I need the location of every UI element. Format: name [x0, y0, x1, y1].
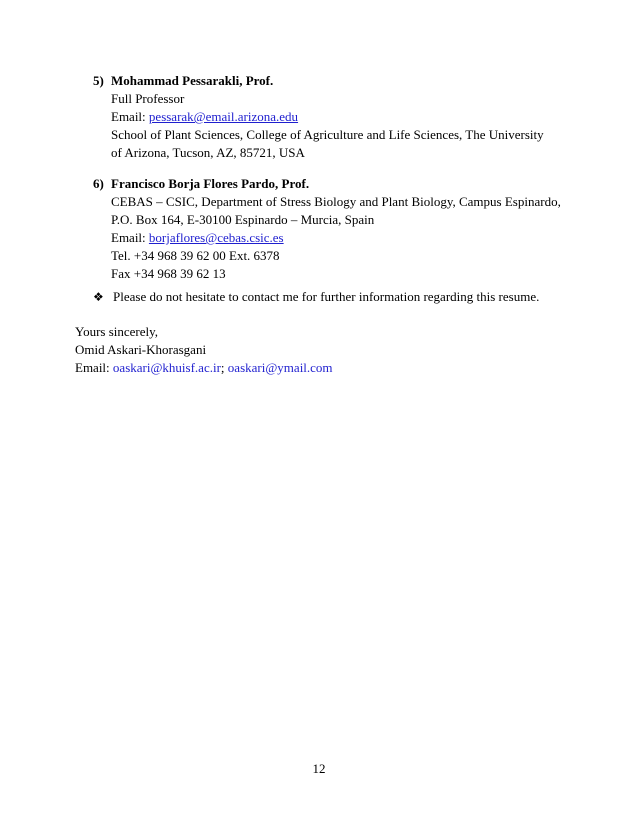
- reference-5-heading: [93, 72, 563, 90]
- reference-6-affiliation-line-2: P.O. Box 164, E-30100 Espinardo – Murcia, Spain: [111, 212, 375, 227]
- closing-block: [75, 323, 333, 377]
- reference-5-address-line-1: School of Plant Sciences, College of Agriculture and Life Sciences, The University: [111, 127, 544, 142]
- reference-6-email-link[interactable]: borjaflores@cebas.csic.es: [148, 230, 284, 245]
- closing-email-1[interactable]: oaskari@khuisf.ac.ir: [112, 360, 221, 375]
- page-number: 12: [312, 761, 326, 776]
- reference-5-address-line-2: of Arizona, Tucson, AZ, 85721, USA: [111, 145, 305, 160]
- closing-email-2[interactable]: oaskari@ymail.com: [227, 360, 333, 375]
- diamond-bullet-icon: ❖: [93, 290, 104, 304]
- contact-note-text: Please do not hesitate to contact me for further information regarding this resume.: [113, 289, 540, 304]
- closing-email-label: Email:: [75, 360, 113, 375]
- reference-5-email-line: [111, 108, 563, 126]
- reference-5-email-link[interactable]: pessarak@email.arizona.edu: [148, 109, 299, 124]
- reference-6-tel: Tel. +34 968 39 62 00 Ext. 6378: [111, 248, 280, 263]
- reference-5-number: 5): [93, 73, 104, 88]
- closing-name: Omid Askari-Khorasgani: [75, 342, 207, 357]
- contact-note: [93, 288, 539, 306]
- reference-6-number: 6): [93, 176, 104, 191]
- reference-6-heading: [93, 175, 563, 193]
- reference-5-name: Mohammad Pessarakli, Prof.: [111, 73, 274, 88]
- reference-6-affiliation-line-1: CEBAS – CSIC, Department of Stress Biology and Plant Biology, Campus Espinardo,: [111, 194, 561, 209]
- closing-email-line: [75, 359, 333, 377]
- reference-6-email-line: [111, 229, 563, 247]
- reference-5-details: [93, 90, 563, 162]
- reference-5: [93, 72, 563, 162]
- reference-6-details: [93, 193, 563, 283]
- reference-6-email-label: Email:: [111, 230, 149, 245]
- closing-salutation: Yours sincerely,: [75, 324, 159, 339]
- reference-6-fax: Fax +34 968 39 62 13: [111, 266, 226, 281]
- reference-6-name: Francisco Borja Flores Pardo, Prof.: [111, 176, 310, 191]
- closing-email-separator: ;: [220, 360, 228, 375]
- reference-6: [93, 175, 563, 283]
- reference-5-title: Full Professor: [111, 91, 185, 106]
- reference-5-email-label: Email:: [111, 109, 149, 124]
